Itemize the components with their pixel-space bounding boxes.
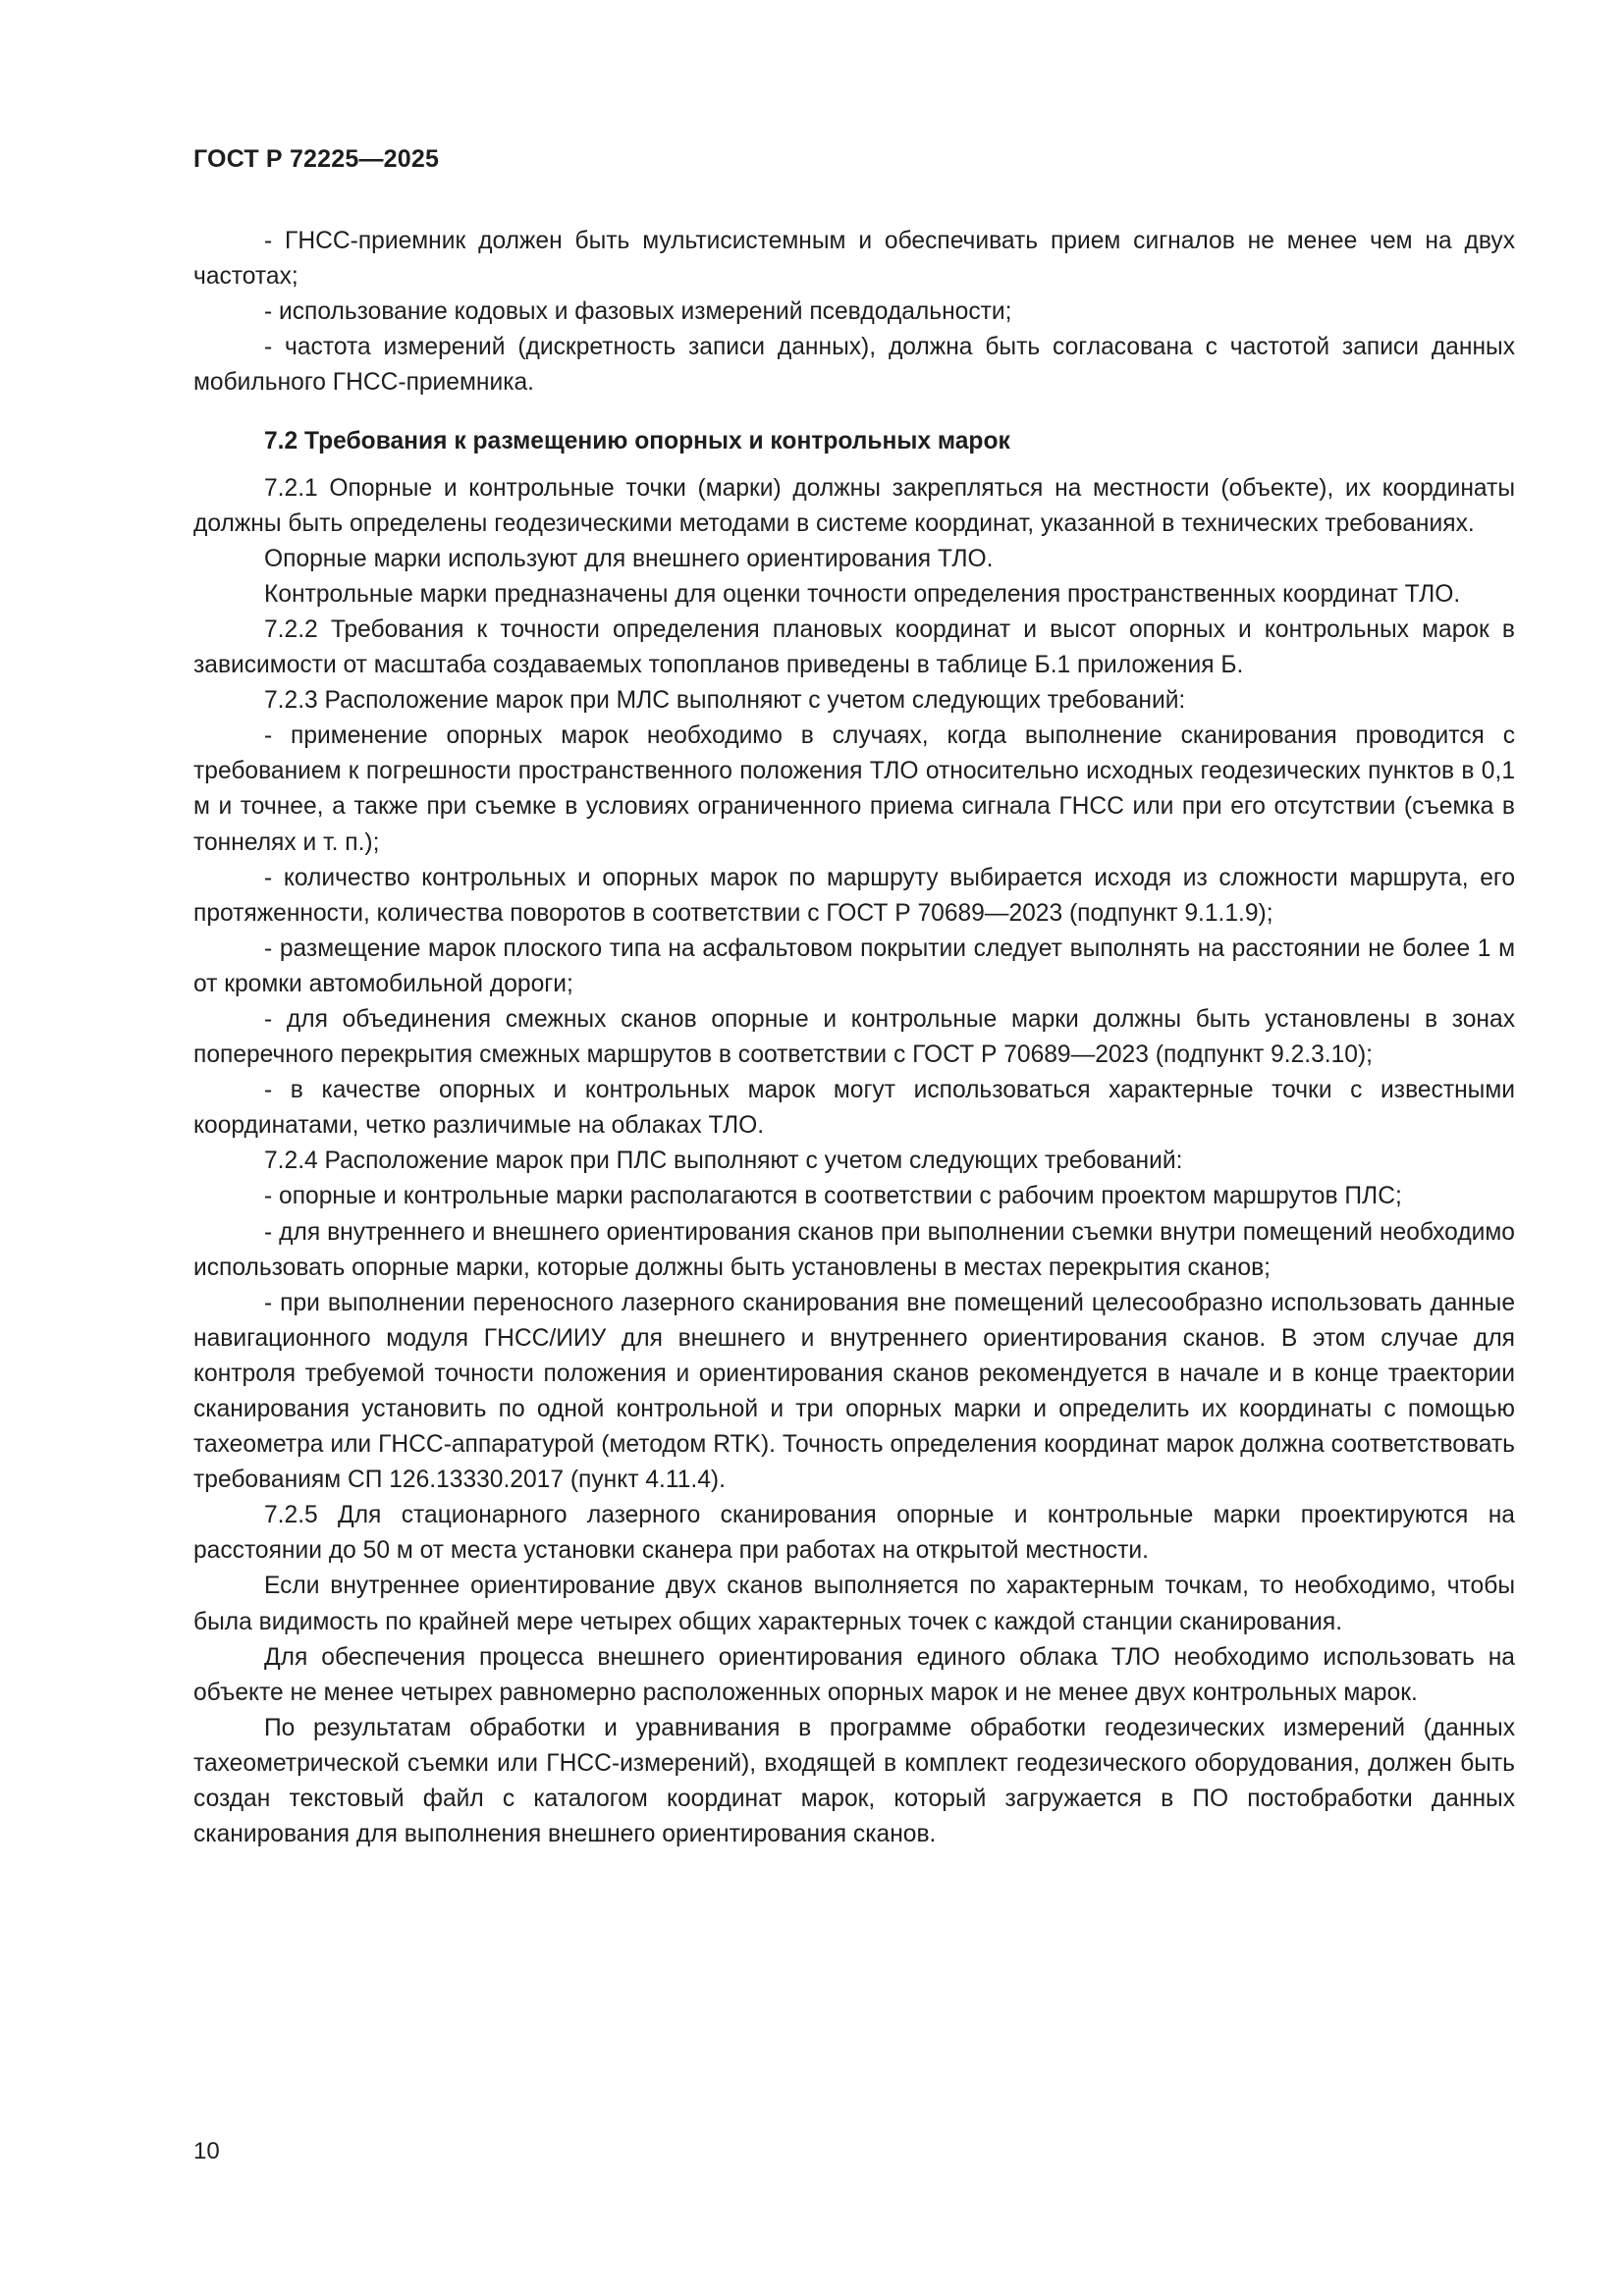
list-item-marks-count: - количество контрольных и опорных марок по маршруту выбирается исходя из сложности маршрута, его протяженности, количества поворотов в соответствии с ГОСТ Р 70689—2023 (подпункт 9.1.1.9); xyxy=(193,864,1515,927)
paragraph-external-orientation: Для обеспечения процесса внешнего ориентирования единого облака ТЛО необходимо использовать на объекте не менее четырех равномерно расположенных опорных марок и не менее двух контрольных марок. xyxy=(193,1643,1515,1706)
document-header: ГОСТ Р 72225—2025 xyxy=(193,145,440,173)
list-item-reference-marks-use: - применение опорных марок необходимо в случаях, когда выполнение сканирования проводится с требованием к погрешности пространственного положения ТЛО относительно исходных геодезических пунктов в 0,1 м и точнее, а также при съемке в условиях ограниченного приема сигнала ГНСС или при его отсутствии (съемка в тоннелях и т. п.); xyxy=(193,722,1515,856)
section-heading-7-2: 7.2 Требования к размещению опорных и контрольных марок xyxy=(264,428,1010,455)
clause-7-2-4: 7.2.4 Расположение марок при ПЛС выполняют с учетом следующих требований: xyxy=(264,1148,1183,1175)
clause-7-2-2: 7.2.2 Требования к точности определения плановых координат и высот опорных и контрольных марок в зависимости от масштаба создаваемых топопланов приведены в таблице Б.1 приложения Б. xyxy=(193,615,1515,679)
list-item-adjacent-scans: - для объединения смежных сканов опорные и контрольные марки должны быть установлены в зонах поперечного перекрытия смежных маршрутов в соответствии с ГОСТ Р 70689—2023 (подпункт 9.2.3.10); xyxy=(193,1005,1515,1069)
clause-7-2-1: 7.2.1 Опорные и контрольные точки (марки) должны закрепляться на местности (объекте), их координаты должны быть определены геодезическими методами в системе координат, указанной в технических требованиях. xyxy=(193,474,1515,537)
paragraph-reference-marks: Опорные марки используют для внешнего ориентирования ТЛО. xyxy=(264,545,994,572)
list-item-code-phase: - использование кодовых и фазовых измерений псевдодальности; xyxy=(264,298,1012,326)
clause-7-2-3: 7.2.3 Расположение марок при МЛС выполняют с учетом следующих требований: xyxy=(264,687,1186,715)
paragraph-processing-results: По результатам обработки и уравнивания в программе обработки геодезических измерений (данных тахеометрической съемки или ГНСС-измерений), входящей в комплект геодезического оборудования, должен быть создан текстовый файл с каталогом координат марок, который загружается в ПО постобработки данных сканирования для выполнения внешнего ориентирования сканов. xyxy=(193,1714,1515,1848)
list-item-flat-marks: - размещение марок плоского типа на асфальтовом покрытии следует выполнять на расстоянии не более 1 м от кромки автомобильной дороги; xyxy=(193,934,1515,997)
document-body xyxy=(193,224,1515,1852)
list-item-outdoor-scanning: - при выполнении переносного лазерного сканирования вне помещений целесообразно использовать данные навигационного модуля ГНСС/ИИУ для внешнего и внутреннего ориентирования сканов. В этом случае для контроля требуемой точности положения и ориентирования сканов рекомендуется в начале и в конце траектории сканирования установить по одной контрольной и три опорных марки и определить их координаты с помощью тахеометра или ГНСС-аппаратурой (методом RTK). Точность определения координат марок должна соответствовать требованиям СП 126.13330.2017 (пункт 4.11.4). xyxy=(193,1289,1515,1494)
list-item-pls-routes: - опорные и контрольные марки располагаются в соответствии с рабочим проектом маршрутов ПЛС; xyxy=(264,1183,1402,1210)
clause-7-2-5: 7.2.5 Для стационарного лазерного сканирования опорные и контрольные марки проектируются на расстоянии до 50 м от места установки сканера при работах на открытой местности. xyxy=(193,1502,1515,1565)
page-number: 10 xyxy=(193,2138,220,2164)
list-item-characteristic-points: - в качестве опорных и контрольных марок могут использоваться характерные точки с известными координатами, четко различимые на облаках ТЛО. xyxy=(193,1077,1515,1140)
list-item-gnss-receiver: - ГНСС-приемник должен быть мультисистемным и обеспечивать прием сигналов не менее чем на двух частотах; xyxy=(193,228,1515,291)
paragraph-control-marks: Контрольные марки предназначены для оценки точности определения пространственных координат ТЛО. xyxy=(264,580,1461,608)
paragraph-internal-orientation: Если внутреннее ориентирование двух сканов выполняется по характерным точкам, то необходимо, чтобы была видимость по крайней мере четырех общих характерных точек с каждой станции сканирования. xyxy=(193,1573,1515,1635)
list-item-indoor-orientation: - для внутреннего и внешнего ориентирования сканов при выполнении съемки внутри помещений необходимо использовать опорные марки, которые должны быть установлены в местах перекрытия сканов; xyxy=(193,1218,1515,1281)
list-item-measurement-frequency: - частота измерений (дискретность записи данных), должна быть согласована с частотой записи данных мобильного ГНСС-приемника. xyxy=(193,334,1515,397)
